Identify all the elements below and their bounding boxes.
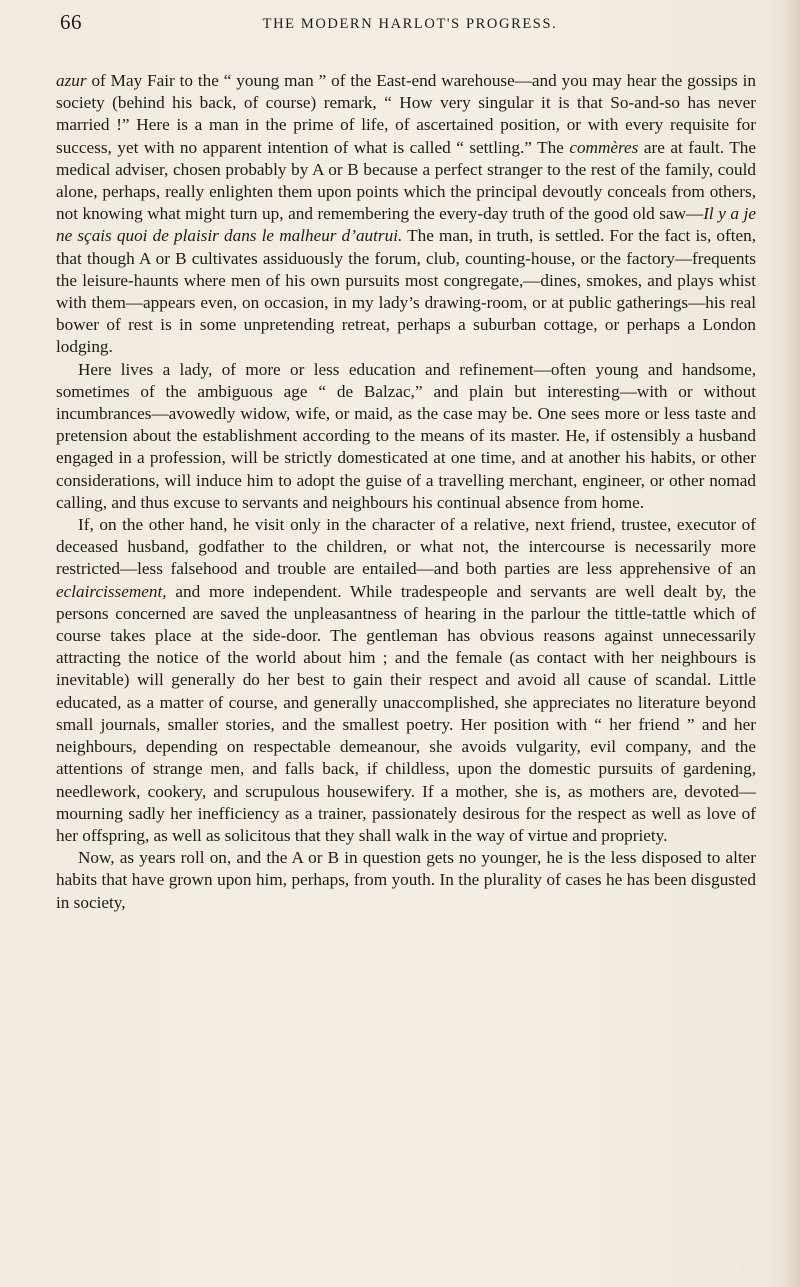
text-run: If, on the other hand, he visit only in the character of a relative, next friend, trustee, executor of deceased husband, godfather to the children, or what not, the intercourse is necessarily more restricted—less falsehood and trouble are entailed—and both parties are less apprehensive of an xyxy=(56,515,756,579)
italic-text: azur xyxy=(56,71,87,90)
page-header xyxy=(60,8,760,38)
paragraph xyxy=(56,847,756,914)
italic-text: eclaircissement, xyxy=(56,581,167,601)
body-text xyxy=(56,70,756,914)
page-edge xyxy=(786,0,800,1287)
text-run: The man, in truth, is settled. For the fact is, often, that though A or B cultivates assiduously the forum, club, counting-house, or the factory—frequents the leisure-haunts where men of his own pursuits most congregate,—dines, smokes, and plays whist with them—appears even, on occasion, in my lady’s drawing-room, or at public gatherings—his real bower of rest is in some unpretending retreat, perhaps a suburban cottage, or perhaps a London lodging. xyxy=(56,226,757,357)
paragraph xyxy=(56,70,756,359)
text-run: are at fault. The medical adviser, chosen probably by A or B because a perfect stranger to the rest of the family, could alone, perhaps, really enlighten them upon points which the principal devoutly conceals from others, not knowing what might turn up, and remembering the every-day truth of the good old saw— xyxy=(56,137,756,224)
page-number: 66 xyxy=(60,10,82,34)
text-run: Here lives a lady, of more or less education and refinement—often young and handsome, sometimes of the ambiguous age “ de Balzac,” and plain but interesting—with or without incumbrances—avowedly widow, wife, or maid, as the case may be. One sees more or less taste and pretension about the establishment according to the means of its master. He, if ostensibly a husband engaged in a profession, will be strictly domesticated at one time, and at another his habits, or other considerations, will induce him to adopt the guise of a travelling merchant, engineer, or other nomad calling, and thus excuse to servants and neighbours his continual absence from home. xyxy=(56,359,756,512)
text-run: of May Fair to the “ young man ” of the East-end warehouse—and you may hear the gossips in society (behind his back, of course) remark, “ How very singular it is that So-and-so has never married !” Here is a man in the prime of life, of ascertained position, or with every requisite for success, yet with no apparent intention of what is called “ settling.” The xyxy=(56,71,756,157)
text-run: Now, as years roll on, and the A or B in question gets no younger, he is the less disposed to alter habits that have grown upon him, perhaps, from youth. In the plurality of cases he has been disgusted in society, xyxy=(56,848,756,912)
paragraph xyxy=(56,514,756,847)
text-run: and more independent. While tradespeople and servants are well dealt by, the persons concerned are saved the unpleasantness of hearing in the parlour the tittle-tattle which of course takes place at the side-door. The gentleman has obvious reasons against unnecessarily attracting the notice of the world about him ; and the female (as contact with her neighbours is inevitable) will generally do her best to gain their respect and avoid all cause of scandal. Little educated, as a matter of course, and generally unaccomplished, she appreciates no literature beyond small journals, smaller stories, and the smallest poetry. Her position with “ her friend ” and her neighbours, depending on respectable demeanour, she avoids vulgarity, evil company, and the attentions of strange men, and falls back, if childless, upon the domestic pursuits of gardening, needlework, cookery, and scrupulous housewifery. If a mother, she is, as mothers are, devoted—mourning sadly her inefficiency as a trainer, passionately desirous for the respect as well as love of her offspring, as well as solicitous that they shall walk in the way of virtue and propriety. xyxy=(56,581,756,845)
italic-text: Il y a je ne sçais quoi de plaisir dans le malheur d’autrui. xyxy=(56,204,756,246)
italic-text: commères xyxy=(569,137,639,157)
paragraph xyxy=(56,359,756,514)
running-title: THE MODERN HARLOT'S PROGRESS. xyxy=(262,16,558,32)
